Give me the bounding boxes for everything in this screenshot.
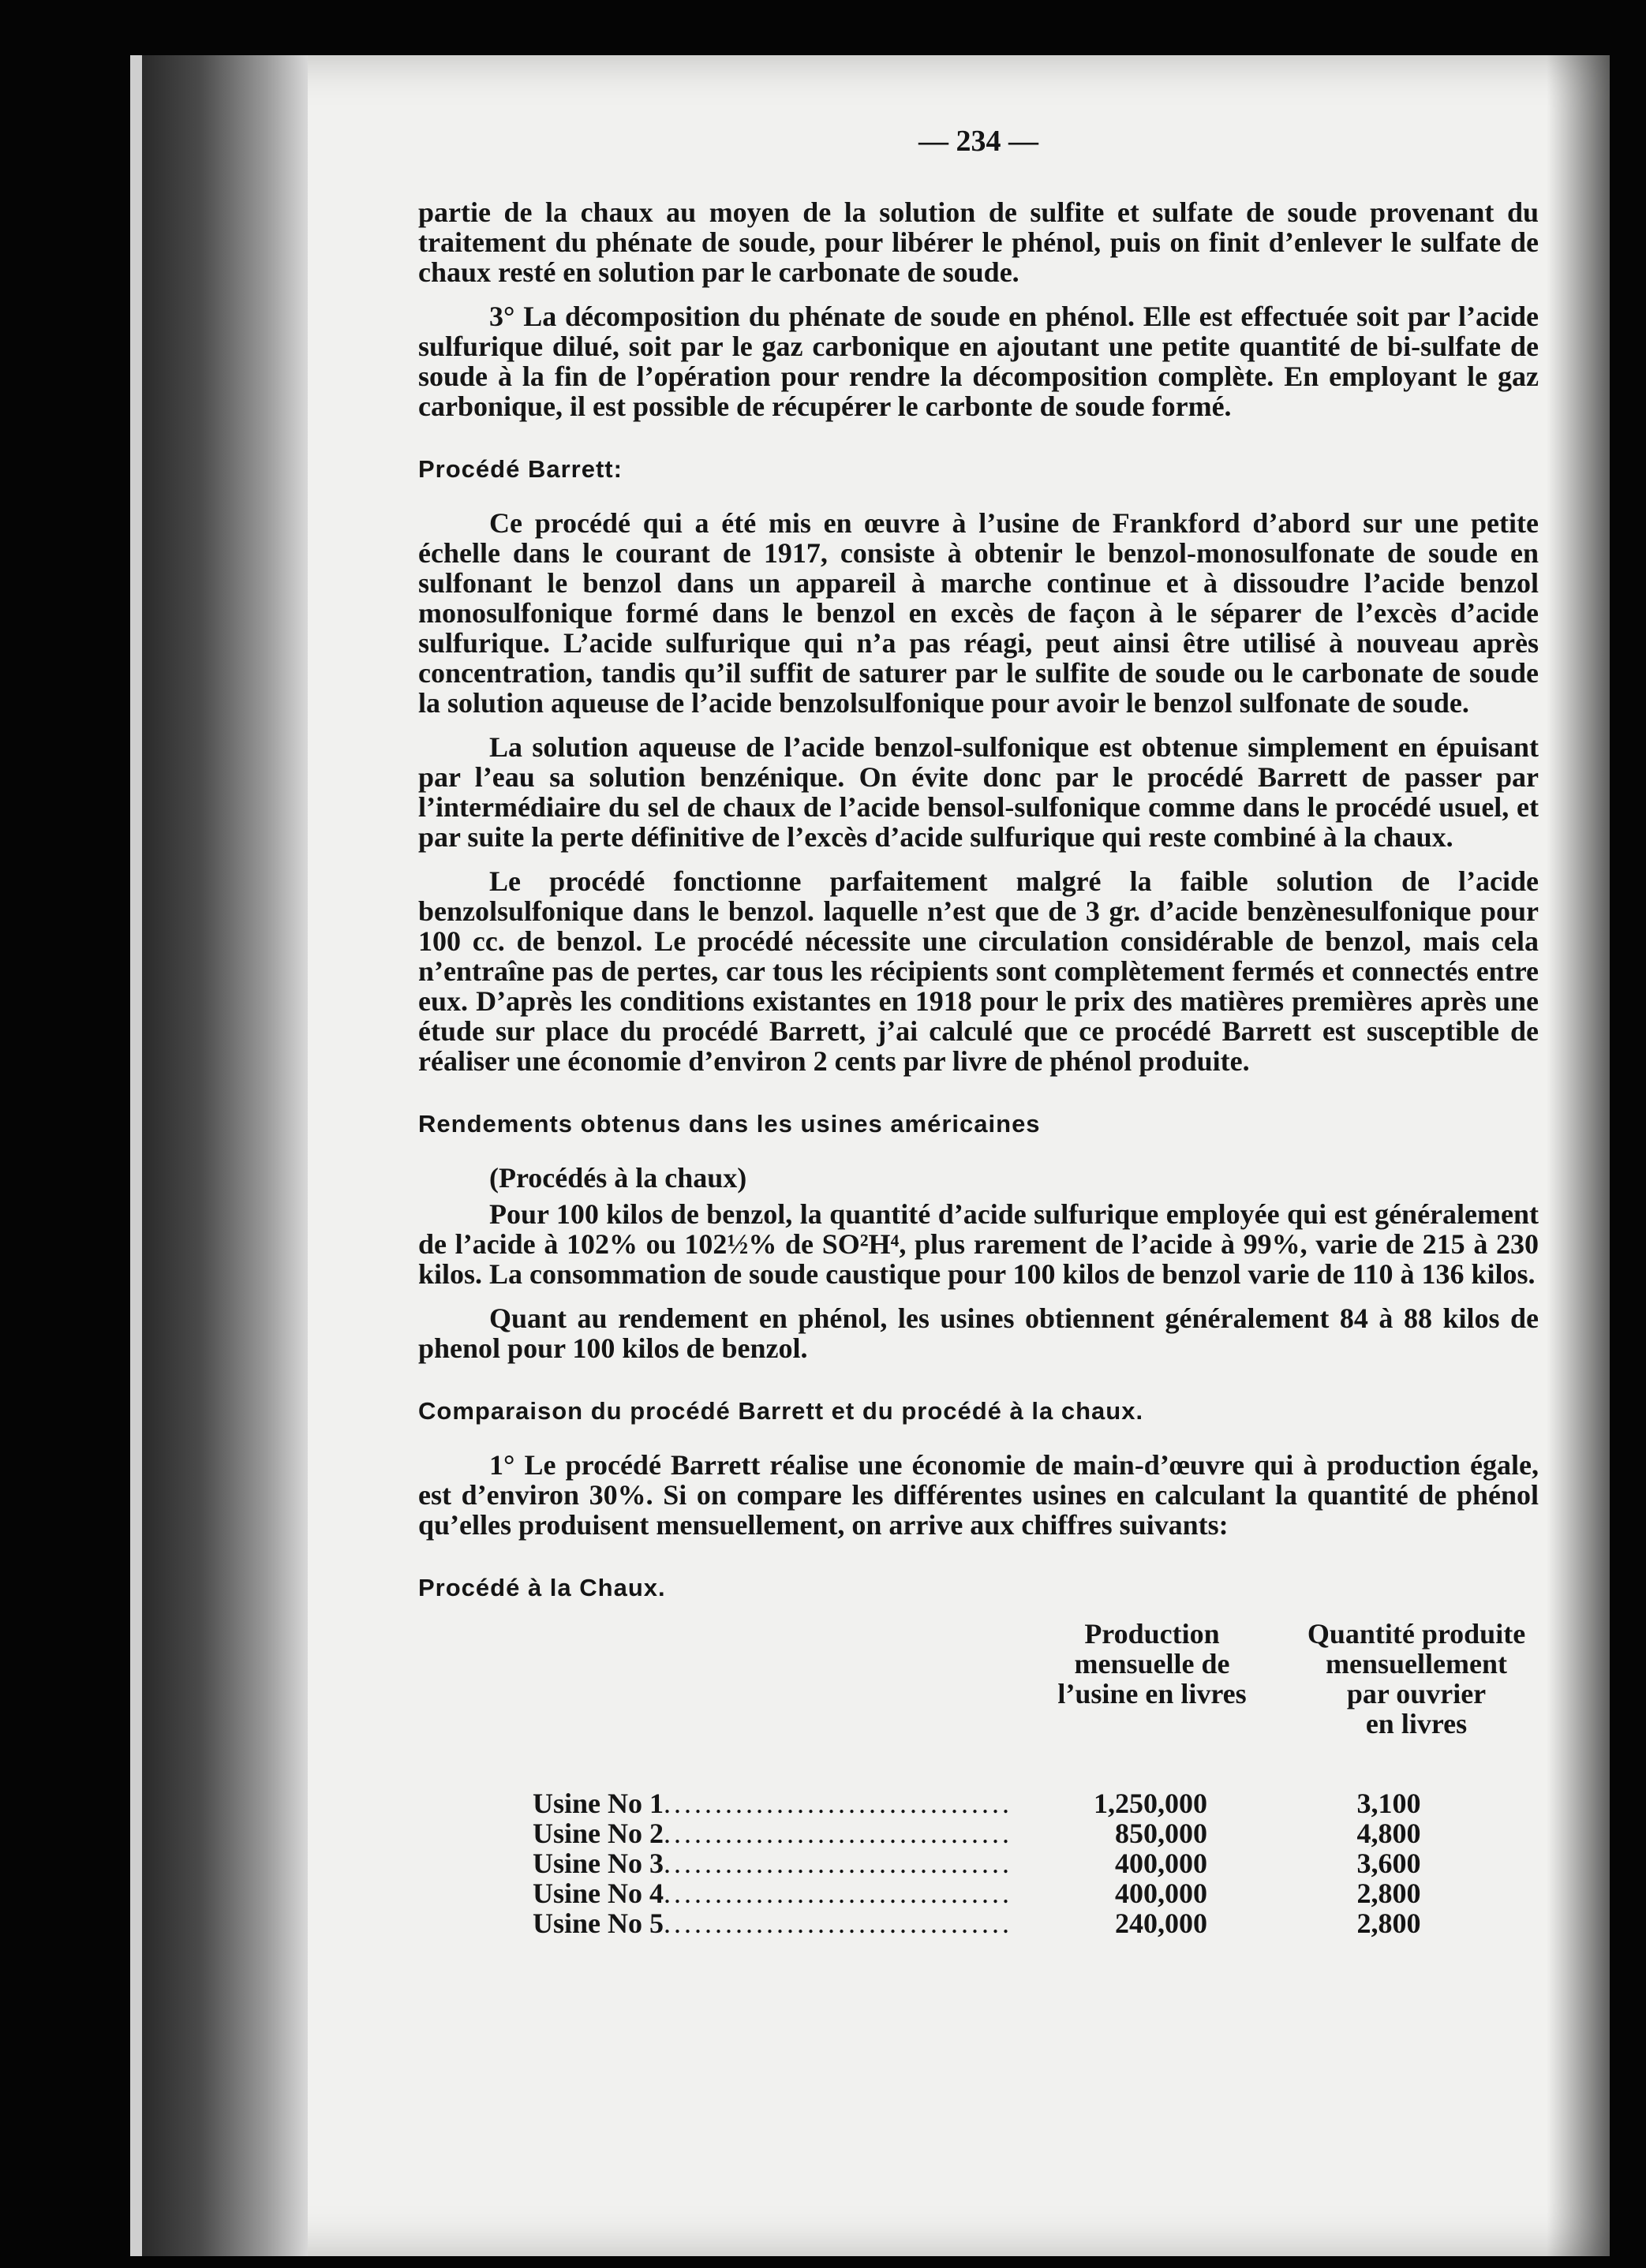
header-line: Quantité produite <box>1307 1618 1526 1650</box>
section-heading-comparaison: Comparaison du procédé Barrett et du procédé à la chaux. <box>418 1397 1144 1425</box>
header-line: en livres <box>1365 1708 1468 1739</box>
header-line: Production <box>1084 1618 1220 1650</box>
page-shadow <box>1547 55 1610 2256</box>
per-worker-value: 2,800 <box>1356 1878 1421 1909</box>
paragraph: 3° La décomposition du phénate de soude en phénol. Elle est effectuée soit par l’acide sulfurique dilué, soit par le gaz carbonique en ajoutant une petite quantité de bi-sulfate de soude à la fin de l’opération pour rendre la décomposition complète. En employant le gaz carbonique, il est possible de récupérer le carbonte de soude formé. <box>418 301 1539 422</box>
column-header-production <box>1026 1619 1278 1709</box>
paragraph: Quant au rendement en phénol, les usines obtiennent généralement 84 à 88 kilos de phenol pour 100 kilos de benzol. <box>418 1302 1539 1364</box>
row-label: Usine No 2 <box>533 1818 664 1849</box>
per-worker-value: 4,800 <box>1356 1818 1421 1849</box>
header-line: par ouvrier <box>1346 1678 1487 1709</box>
per-worker-value: 2,800 <box>1356 1907 1421 1939</box>
production-value: 240,000 <box>1115 1907 1207 1939</box>
table-header <box>418 1619 1539 1788</box>
column-header-per-worker <box>1266 1619 1566 1739</box>
table-heading: Procédé à la Chaux. <box>418 1574 666 1601</box>
per-worker-value: 3,600 <box>1356 1848 1421 1879</box>
section-subheading: (Procédés à la chaux) <box>489 1162 747 1194</box>
table-row <box>418 1848 1539 1878</box>
section-heading-barrett: Procédé Barrett: <box>418 455 623 483</box>
header-line: l’usine en livres <box>1057 1678 1247 1709</box>
row-label: Usine No 5 <box>533 1907 664 1939</box>
paragraph: Le procédé fonctionne parfaitement malgré la faible solution de l’acide benzolsulfonique dans le benzol. laquelle n’est que de 3 gr. d’acide benzènesulfonique pour 100 cc. de benzol. Le procédé nécessite une circulation considérable de benzol, mais cela n’entraîne pas de pertes, car tous les récipients sont complètement fermés et connectés entre eux. D’après les conditions existantes en 1918 pour le prix des matières premières après une étude sur place du procédé Barrett, j’ai calculé que ce procédé Barrett est susceptible de réaliser une économie d’environ 2 cents par livre de phénol produite. <box>418 865 1539 1077</box>
production-value: 400,000 <box>1115 1848 1207 1879</box>
table-row <box>418 1908 1539 1938</box>
production-value: 850,000 <box>1115 1818 1207 1849</box>
paragraph: 1° Le procédé Barrett réalise une économie de main-d’œuvre qui à production égale, est d’environ 30%. Si on compare les différentes usines en calculant la quantité de phénol qu’elles produisent mensuellement, on arrive aux chiffres suivants: <box>418 1449 1539 1541</box>
table-row <box>418 1818 1539 1848</box>
paragraph: Ce procédé qui a été mis en œuvre à l’usine de Frankford d’abord sur une petite échelle dans le courant de 1917, consiste à obtenir le benzol-monosulfonate de soude en sulfonant le benzol dans un appareil à marche continue et à dissoudre l’acide benzol monosulfonique formé dans le benzol en excès de façon à le séparer de l’excès d’acide sulfurique. L’acide sulfurique qui n’a pas réagi, peut ainsi être utilisé à nouveau après concentration, tandis qu’il suffit de saturer par le sulfite de soude ou le carbonate de soude la solution aqueuse de l’acide benzolsulfonique pour avoir le benzol sulfonate de soude. <box>418 507 1539 719</box>
leader-dots: .................................. <box>664 1788 1013 1819</box>
paragraph: Pour 100 kilos de benzol, la quantité d’acide sulfurique employée qui est généralement de l’acide à 102% ou 102½% de SO²H⁴, plus rarement de l’acide à 99%, varie de 215 à 230 kilos. La consommation de soude caustique pour 100 kilos de benzol varie de 110 à 136 kilos. <box>418 1198 1539 1290</box>
document-body <box>418 126 1539 1938</box>
header-line: mensuelle de <box>1074 1648 1230 1680</box>
page-number: — 234 — <box>918 125 1038 158</box>
table-row <box>418 1878 1539 1908</box>
production-value: 1,250,000 <box>1094 1788 1207 1819</box>
leader-dots: .................................. <box>664 1818 1013 1849</box>
leader-dots: .................................. <box>664 1878 1013 1909</box>
row-label: Usine No 1 <box>533 1788 664 1819</box>
row-label: Usine No 3 <box>533 1848 664 1879</box>
leader-dots: .................................. <box>664 1848 1013 1879</box>
header-line: mensuellement <box>1326 1648 1507 1680</box>
leader-dots: .................................. <box>664 1907 1013 1939</box>
table-row <box>418 1788 1539 1818</box>
production-value: 400,000 <box>1115 1878 1207 1909</box>
binding-gutter <box>142 55 308 2256</box>
paragraph: La solution aqueuse de l’acide benzol-sulfonique est obtenue simplement en épuisant par l’eau sa solution benzénique. On évite donc par le procédé Barrett de passer par l’intermédiaire du sel de chaux de l’acide bensol-sulfonique comme dans le procédé usuel, et par suite la perte définitive de l’excès d’acide sulfurique qui reste combiné à la chaux. <box>418 731 1539 853</box>
row-label: Usine No 4 <box>533 1878 664 1909</box>
per-worker-value: 3,100 <box>1356 1788 1421 1819</box>
section-heading-rendements: Rendements obtenus dans les usines américaines <box>418 1110 1041 1138</box>
paragraph: partie de la chaux au moyen de la solution de sulfite et sulfate de soude provenant du traitement du phénate de soude, pour libérer le phénol, puis on finit d’enlever le sulfate de chaux resté en solution par le carbonate de soude. <box>418 196 1539 288</box>
